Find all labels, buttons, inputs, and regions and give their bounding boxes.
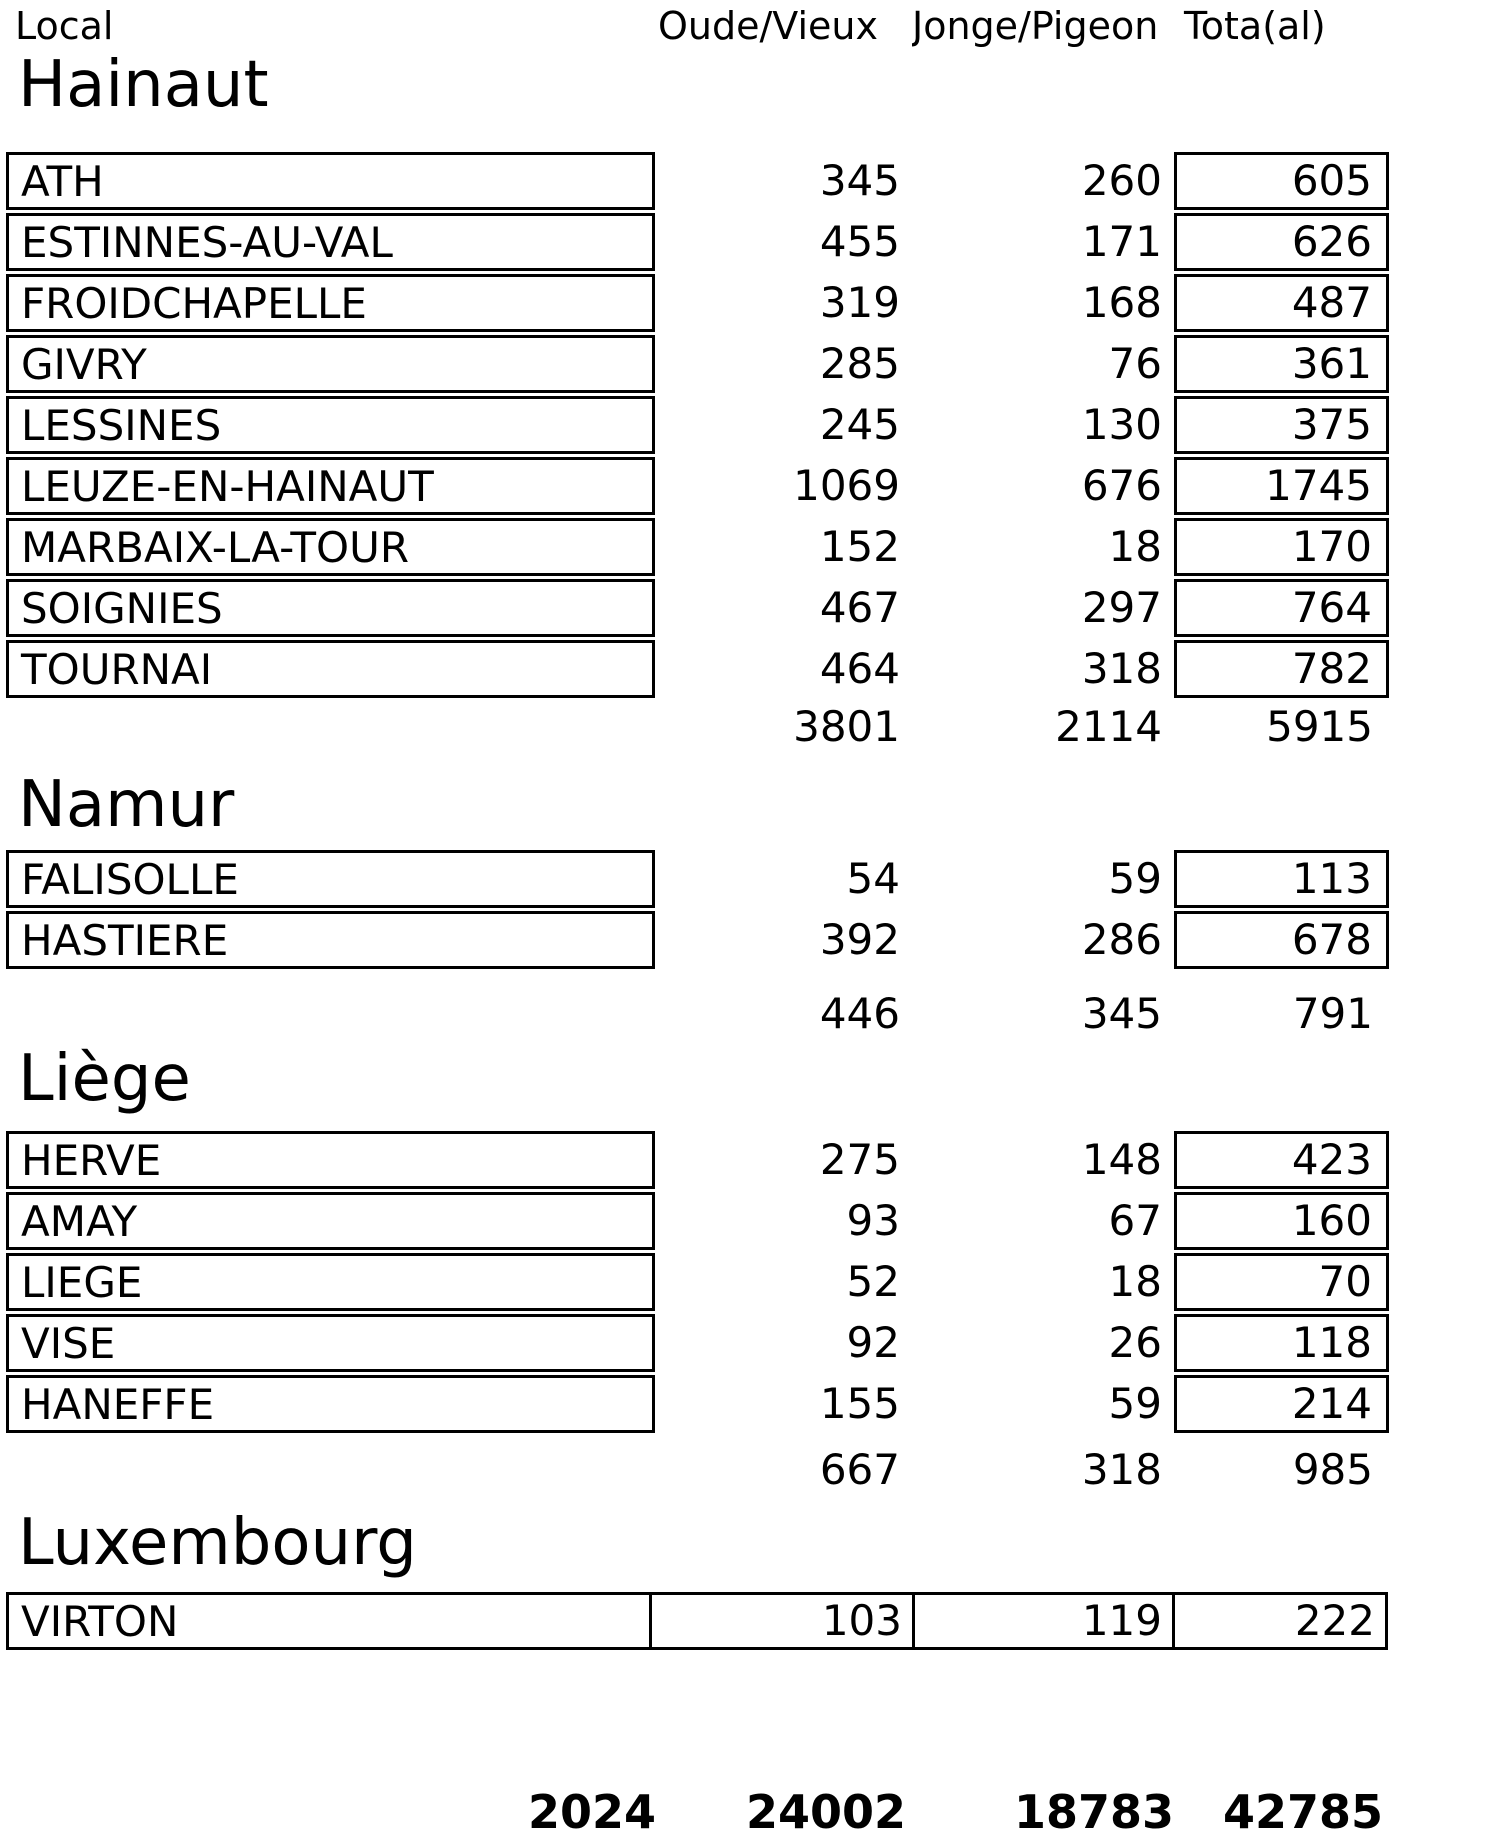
oude-count-cell: 245 <box>819 400 900 449</box>
oude-count-cell: 54 <box>846 854 900 903</box>
oude-count-cell: 155 <box>819 1379 900 1428</box>
grand-total-jonge: 18783 <box>1013 1785 1174 1839</box>
table-row <box>0 152 1495 210</box>
total-count-cell: 361 <box>1174 335 1389 393</box>
jonge-count-cell: 130 <box>1081 400 1162 449</box>
subtotal-jonge: 2114 <box>1055 702 1162 751</box>
table-row <box>0 1253 1495 1311</box>
table-row <box>0 911 1495 969</box>
local-name-cell: ESTINNES-AU-VAL <box>6 213 655 271</box>
local-name-cell: LEUZE-EN-HAINAUT <box>6 457 655 515</box>
jonge-count-cell: 676 <box>1081 461 1162 510</box>
jonge-count-cell: 59 <box>1108 854 1162 903</box>
total-count-cell: 118 <box>1174 1314 1389 1372</box>
jonge-count-cell: 286 <box>1081 915 1162 964</box>
column-header-total: Tota(al) <box>1184 4 1326 48</box>
table-row <box>0 640 1495 698</box>
oude-count-cell: 152 <box>819 522 900 571</box>
section-table-li-ge <box>0 1131 1495 1436</box>
section-heading-luxembourg: Luxembourg <box>18 1506 417 1580</box>
jonge-count-cell: 171 <box>1081 217 1162 266</box>
total-count-cell: 113 <box>1174 850 1389 908</box>
subtotal-oude: 3801 <box>793 702 900 751</box>
local-name-cell: ATH <box>6 152 655 210</box>
local-name-cell: MARBAIX-LA-TOUR <box>6 518 655 576</box>
oude-count-cell: 52 <box>846 1257 900 1306</box>
subtotal-total: 5915 <box>1266 702 1373 751</box>
section-totals-row <box>0 701 1495 753</box>
local-name-cell: LIEGE <box>6 1253 655 1311</box>
subtotal-total: 985 <box>1292 1445 1373 1494</box>
jonge-count-cell: 18 <box>1108 1257 1162 1306</box>
jonge-count-cell: 318 <box>1081 644 1162 693</box>
grand-total-row <box>0 1786 1495 1838</box>
total-count-cell: 626 <box>1174 213 1389 271</box>
total-count-cell: 222 <box>1172 1592 1388 1650</box>
jonge-count-cell: 76 <box>1108 339 1162 388</box>
local-name-cell: VISE <box>6 1314 655 1372</box>
column-header-local: Local <box>15 4 114 48</box>
section-heading-hainaut: Hainaut <box>18 48 269 122</box>
table-row <box>0 213 1495 271</box>
local-name-cell: HANEFFE <box>6 1375 655 1433</box>
section-heading-namur: Namur <box>18 768 235 842</box>
oude-count-cell: 467 <box>819 583 900 632</box>
total-count-cell: 678 <box>1174 911 1389 969</box>
local-name-cell: FROIDCHAPELLE <box>6 274 655 332</box>
column-header-jonge-pigeon: Jonge/Pigeon <box>912 5 1159 48</box>
total-count-cell: 605 <box>1174 152 1389 210</box>
jonge-count-cell: 18 <box>1108 522 1162 571</box>
total-count-cell: 160 <box>1174 1192 1389 1250</box>
table-row <box>0 457 1495 515</box>
subtotal-oude: 667 <box>819 1445 900 1494</box>
total-count-cell: 487 <box>1174 274 1389 332</box>
section-totals-row <box>0 988 1495 1040</box>
total-count-cell: 375 <box>1174 396 1389 454</box>
local-name-cell: FALISOLLE <box>6 850 655 908</box>
grand-total-oude: 24002 <box>745 1785 906 1839</box>
local-name-cell: LESSINES <box>6 396 655 454</box>
local-name-cell: VIRTON <box>6 1592 652 1650</box>
table-row <box>0 850 1495 908</box>
table-row <box>0 1592 1495 1650</box>
table-row <box>0 1131 1495 1189</box>
jonge-count-cell: 59 <box>1108 1379 1162 1428</box>
oude-count-cell: 1069 <box>793 461 900 510</box>
local-name-cell: AMAY <box>6 1192 655 1250</box>
section-heading-li-ge: Liège <box>18 1042 191 1116</box>
table-row <box>0 335 1495 393</box>
table-row <box>0 1192 1495 1250</box>
jonge-count-cell: 67 <box>1108 1196 1162 1245</box>
jonge-count-cell: 148 <box>1081 1135 1162 1184</box>
subtotal-total: 791 <box>1292 989 1373 1038</box>
oude-count-cell: 92 <box>846 1318 900 1367</box>
table-row <box>0 274 1495 332</box>
jonge-count-cell: 26 <box>1108 1318 1162 1367</box>
section-table-hainaut <box>0 152 1495 701</box>
oude-count-cell: 319 <box>819 278 900 327</box>
oude-count-cell: 275 <box>819 1135 900 1184</box>
table-row <box>0 1375 1495 1433</box>
total-count-cell: 423 <box>1174 1131 1389 1189</box>
oude-count-cell: 93 <box>846 1196 900 1245</box>
oude-count-cell: 103 <box>649 1592 915 1650</box>
jonge-count-cell: 260 <box>1081 156 1162 205</box>
section-table-namur <box>0 850 1495 972</box>
oude-count-cell: 392 <box>819 915 900 964</box>
table-row <box>0 1314 1495 1372</box>
total-count-cell: 170 <box>1174 518 1389 576</box>
section-totals-row <box>0 1444 1495 1496</box>
total-count-cell: 1745 <box>1174 457 1389 515</box>
subtotal-jonge: 318 <box>1081 1445 1162 1494</box>
grand-total-total: 42785 <box>1222 1785 1383 1839</box>
total-count-cell: 764 <box>1174 579 1389 637</box>
local-name-cell: SOIGNIES <box>6 579 655 637</box>
oude-count-cell: 455 <box>819 217 900 266</box>
jonge-count-cell: 168 <box>1081 278 1162 327</box>
total-count-cell: 214 <box>1174 1375 1389 1433</box>
oude-count-cell: 345 <box>819 156 900 205</box>
local-name-cell: TOURNAI <box>6 640 655 698</box>
subtotal-jonge: 345 <box>1081 989 1162 1038</box>
column-header-oude-vieux: Oude/Vieux <box>658 4 878 48</box>
table-row <box>0 396 1495 454</box>
local-name-cell: HASTIERE <box>6 911 655 969</box>
total-count-cell: 782 <box>1174 640 1389 698</box>
subtotal-oude: 446 <box>819 989 900 1038</box>
grand-total-year: 2024 <box>527 1785 656 1839</box>
local-name-cell: GIVRY <box>6 335 655 393</box>
oude-count-cell: 464 <box>819 644 900 693</box>
table-row <box>0 579 1495 637</box>
table-row <box>0 518 1495 576</box>
total-count-cell: 70 <box>1174 1253 1389 1311</box>
oude-count-cell: 285 <box>819 339 900 388</box>
local-name-cell: HERVE <box>6 1131 655 1189</box>
section-table-luxembourg <box>0 1592 1495 1653</box>
jonge-count-cell: 119 <box>912 1592 1175 1650</box>
jonge-count-cell: 297 <box>1081 583 1162 632</box>
